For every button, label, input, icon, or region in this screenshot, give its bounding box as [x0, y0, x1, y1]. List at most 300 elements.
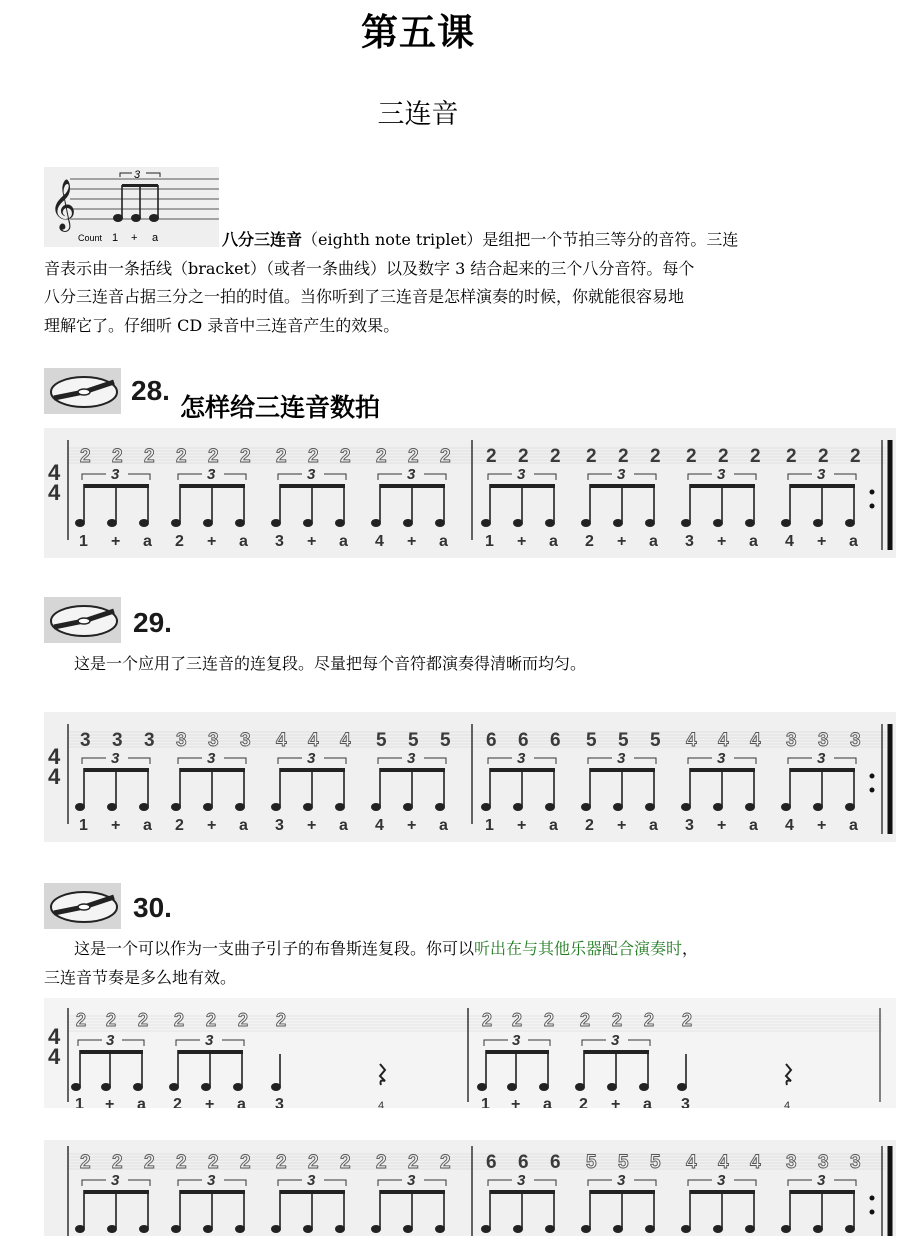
- triplet-number: 3: [111, 750, 120, 767]
- count-label: a: [543, 1096, 552, 1108]
- triplet-number: 3: [134, 169, 141, 181]
- note-head: [477, 1083, 487, 1091]
- fret-number: 4: [686, 1152, 697, 1173]
- note-head: [713, 1225, 723, 1233]
- fret-number: 4: [276, 730, 287, 751]
- fret-number: 2: [112, 1152, 123, 1173]
- count-label: 2: [175, 533, 184, 550]
- fret-number: 2: [238, 1010, 249, 1030]
- fret-number: 2: [580, 1010, 591, 1030]
- section-subtitle: 三连音: [377, 99, 459, 130]
- fret-number: 2: [440, 446, 451, 467]
- note-head: [133, 1083, 143, 1091]
- note-head: [75, 1225, 85, 1233]
- fret-number: 4: [750, 1152, 761, 1173]
- note-head: [371, 803, 381, 811]
- fret-number: 2: [612, 1010, 623, 1030]
- fret-number: 2: [644, 1010, 655, 1030]
- note-head: [235, 519, 245, 527]
- repeat-dot: [870, 504, 875, 509]
- note-head: [581, 519, 591, 527]
- count-label: a: [649, 533, 658, 550]
- count-label: a: [439, 817, 448, 834]
- count-label: a: [339, 817, 348, 834]
- fret-number: 6: [550, 730, 561, 751]
- exercise-30-description: [44, 935, 804, 992]
- count-label: +: [205, 1096, 215, 1108]
- note-head: [781, 803, 791, 811]
- time-signature: 4: [48, 744, 61, 769]
- note-head: [781, 1225, 791, 1233]
- fret-number: 6: [518, 730, 529, 751]
- desc30-highlight: 听出在与其他乐器配合演奏时: [474, 939, 683, 958]
- note-head: [745, 1225, 755, 1233]
- count-label: +: [511, 1096, 521, 1108]
- time-signature: 4: [48, 460, 61, 485]
- note-head: [235, 803, 245, 811]
- cd-icon: [44, 883, 121, 929]
- note-head: [681, 1225, 691, 1233]
- tab-staff-29: [44, 712, 896, 842]
- fret-number: 2: [482, 1010, 493, 1030]
- intro-line2: 音表示由一条括线（bracket）（或者一条曲线）以及数字 3 结合起来的三个八分音符。每个: [44, 258, 695, 278]
- count-a: a: [152, 232, 159, 244]
- count-label: +: [717, 817, 727, 834]
- count-1: 1: [112, 232, 119, 244]
- fret-number: 2: [544, 1010, 555, 1030]
- fret-number: 3: [208, 730, 219, 751]
- fret-number: 2: [144, 446, 155, 467]
- note-head: [335, 519, 345, 527]
- count-label: +: [105, 1096, 115, 1108]
- exercise-number-30: 30.: [133, 892, 172, 923]
- note-head: [613, 519, 623, 527]
- note-head: [371, 519, 381, 527]
- note-head: [813, 803, 823, 811]
- desc30-line2: 三连音节奏是多么地有效。: [44, 967, 237, 987]
- repeat-dot: [870, 774, 875, 779]
- beam: [486, 1050, 549, 1054]
- note-head: [677, 1083, 687, 1091]
- note-head: [607, 1083, 617, 1091]
- triplet-number: 3: [517, 750, 526, 767]
- note-head: [681, 519, 691, 527]
- note-head: [745, 519, 755, 527]
- fret-number: 2: [376, 1152, 387, 1173]
- note-head: [169, 1083, 179, 1091]
- note-head: [271, 1225, 281, 1233]
- fret-number: 2: [240, 1152, 251, 1173]
- count-label: 1: [79, 533, 88, 550]
- triplet-number: 3: [817, 1172, 826, 1189]
- count-label: +: [207, 533, 217, 550]
- count-label: +: [817, 817, 827, 834]
- triplet-number: 3: [817, 466, 826, 483]
- intro-line3: 八分三连音占据三分之一拍的时值。当你听到了三连音是怎样演奏的时候，你就能很容易地: [44, 287, 685, 306]
- fret-number: 2: [208, 1152, 219, 1173]
- count-label: +: [617, 533, 627, 550]
- fret-number: 2: [276, 1152, 287, 1173]
- fret-number: 2: [408, 1152, 419, 1173]
- note-head: [539, 1083, 549, 1091]
- cd-icon: [44, 597, 121, 643]
- note-head: [813, 1225, 823, 1233]
- fret-number: 3: [786, 730, 797, 751]
- fret-number: 3: [818, 730, 829, 751]
- note-head: [203, 1225, 213, 1233]
- fret-number: 3: [240, 730, 251, 751]
- count-label: +: [111, 817, 121, 834]
- triplet-number: 3: [111, 1172, 120, 1189]
- exercise-29-description: 这是一个应用了三连音的连复段。尽量把每个音符都演奏得清晰而均匀。: [74, 654, 587, 673]
- fret-number: 2: [618, 446, 629, 467]
- count-label: a: [749, 817, 758, 834]
- count-label: +: [517, 533, 527, 550]
- fret-number: 4: [686, 730, 697, 751]
- fret-number: 2: [486, 446, 497, 467]
- time-signature: 4: [48, 764, 61, 789]
- count-label: 4: [375, 533, 384, 550]
- count-label: a: [643, 1096, 652, 1108]
- count-label: a: [143, 533, 152, 550]
- fret-number: 2: [144, 1152, 155, 1173]
- note-head: [507, 1083, 517, 1091]
- fret-number: 2: [308, 446, 319, 467]
- note-head: [271, 519, 281, 527]
- count-label: a: [849, 533, 858, 550]
- note-head: [75, 519, 85, 527]
- triplet-number: 3: [307, 466, 316, 483]
- note-head: [139, 1225, 149, 1233]
- count-label: a: [239, 533, 248, 550]
- fret-number: 5: [650, 1152, 661, 1173]
- tab-staff-30-row1: [44, 998, 896, 1108]
- fret-number: 2: [550, 446, 561, 467]
- fret-number: 2: [76, 1010, 87, 1030]
- fret-number: 5: [618, 1152, 629, 1173]
- triplet-number: 3: [617, 1172, 626, 1189]
- triplet-number: 3: [517, 1172, 526, 1189]
- fret-number: 4: [308, 730, 319, 751]
- count-label: a: [749, 533, 758, 550]
- fret-number: 2: [138, 1010, 149, 1030]
- note-head: [233, 1083, 243, 1091]
- triplet-number: 3: [111, 466, 120, 483]
- note-head: [435, 1225, 445, 1233]
- term-eighth-triplet: 八分三连音: [222, 230, 303, 249]
- note-head: [139, 519, 149, 527]
- count-label: 4: [785, 817, 794, 834]
- note-head: [745, 803, 755, 811]
- note-head: [639, 1083, 649, 1091]
- note-head: [101, 1083, 111, 1091]
- note-head: [613, 803, 623, 811]
- note-head: [713, 803, 723, 811]
- note-head: [845, 803, 855, 811]
- fret-number: 5: [650, 730, 661, 751]
- fret-number: 2: [786, 446, 797, 467]
- note-head: [481, 519, 491, 527]
- count-label: +: [307, 533, 317, 550]
- note-head: [303, 519, 313, 527]
- note-head: [71, 1083, 81, 1091]
- count-label: 1: [481, 1096, 490, 1108]
- count-label: 1: [79, 817, 88, 834]
- fret-number: 2: [80, 1152, 91, 1173]
- fret-number: 2: [650, 446, 661, 467]
- count-label: +: [817, 533, 827, 550]
- count-label: a: [339, 533, 348, 550]
- count-label: 2: [585, 533, 594, 550]
- note-head: [645, 1225, 655, 1233]
- count-label: a: [239, 817, 248, 834]
- triplet-number: 3: [617, 750, 626, 767]
- desc30-part2: ，: [682, 939, 699, 958]
- fret-number: 5: [618, 730, 629, 751]
- count-label: 4: [785, 533, 794, 550]
- intro-line1: （eighth note triplet）是组把一个节拍三等分的音符。三连: [302, 230, 739, 249]
- note-head: [303, 1225, 313, 1233]
- note-head: [513, 519, 523, 527]
- count-plus: +: [131, 232, 138, 244]
- repeat-dot: [870, 490, 875, 495]
- note-head: [235, 1225, 245, 1233]
- count-label: 2: [175, 817, 184, 834]
- fret-number: 2: [682, 1010, 693, 1030]
- fret-number: 4: [340, 730, 351, 751]
- exercise-heading-28: 怎样给三连音数拍: [180, 393, 381, 422]
- note-head: [107, 1225, 117, 1233]
- count-label: a: [439, 533, 448, 550]
- fret-number: 6: [550, 1152, 561, 1173]
- note-head: [107, 519, 117, 527]
- triplet-number: 3: [617, 466, 626, 483]
- tab-staff-28: [44, 428, 896, 558]
- note-head: [575, 1083, 585, 1091]
- note-head: [681, 803, 691, 811]
- count-label: 3: [685, 533, 694, 550]
- note-head: [845, 519, 855, 527]
- note-head: [303, 803, 313, 811]
- fret-number: 6: [486, 730, 497, 751]
- exercise-number-29: 29.: [133, 607, 172, 638]
- fret-number: 2: [440, 1152, 451, 1173]
- note-head: [845, 1225, 855, 1233]
- fret-number: 2: [686, 446, 697, 467]
- count-label: a: [137, 1096, 146, 1108]
- note-head: [201, 1083, 211, 1091]
- fret-number: 2: [112, 446, 123, 467]
- fret-number: 2: [376, 446, 387, 467]
- note-head: [513, 1225, 523, 1233]
- fret-number: 3: [80, 730, 91, 751]
- count-label: 3: [275, 533, 284, 550]
- triplet-number: 3: [307, 750, 316, 767]
- count-label: 4: [378, 1100, 385, 1108]
- count-label: +: [207, 817, 217, 834]
- note-head: [581, 803, 591, 811]
- triplet-number: 3: [611, 1032, 620, 1049]
- count-label: 4: [784, 1100, 791, 1108]
- fret-number: 5: [440, 730, 451, 751]
- count-label: 3: [275, 1096, 284, 1108]
- fret-number: 5: [586, 1152, 597, 1173]
- tab-staff-30-row2: [44, 1140, 896, 1236]
- note-head: [713, 519, 723, 527]
- note-head: [403, 519, 413, 527]
- page-title: 第五课: [361, 10, 475, 54]
- fret-number: 2: [408, 446, 419, 467]
- note-head: [139, 803, 149, 811]
- triplet-number: 3: [717, 1172, 726, 1189]
- note-head: [171, 1225, 181, 1233]
- triplet-number: 3: [407, 1172, 416, 1189]
- note-head: [545, 803, 555, 811]
- count-label: 3: [275, 817, 284, 834]
- fret-number: 2: [208, 446, 219, 467]
- cd-icon: [44, 368, 121, 414]
- count-label: 3: [685, 817, 694, 834]
- note-head: [371, 1225, 381, 1233]
- fret-number: 2: [176, 1152, 187, 1173]
- note-head: [271, 1083, 281, 1091]
- note-head: [203, 803, 213, 811]
- fret-number: 3: [144, 730, 155, 751]
- note-head: [481, 1225, 491, 1233]
- count-label: a: [549, 533, 558, 550]
- note-head: [481, 803, 491, 811]
- fret-number: 3: [850, 730, 861, 751]
- time-signature: 4: [48, 1044, 61, 1069]
- note-head: [813, 519, 823, 527]
- count-label: Count: [78, 233, 103, 243]
- note-head: [335, 803, 345, 811]
- note-head: [271, 803, 281, 811]
- triplet-number: 3: [207, 750, 216, 767]
- fret-number: 5: [376, 730, 387, 751]
- fret-number: 2: [750, 446, 761, 467]
- fret-number: 2: [818, 446, 829, 467]
- triplet-number: 3: [207, 1172, 216, 1189]
- fret-number: 4: [750, 730, 761, 751]
- count-label: +: [517, 817, 527, 834]
- fret-number: 2: [850, 446, 861, 467]
- triplet-number: 3: [106, 1032, 115, 1049]
- count-label: +: [307, 817, 317, 834]
- fret-number: 2: [512, 1010, 523, 1030]
- intro-paragraph: [44, 226, 804, 340]
- count-label: 4: [375, 817, 384, 834]
- note-head: [781, 519, 791, 527]
- count-label: +: [407, 817, 417, 834]
- note-head: [645, 519, 655, 527]
- repeat-dot: [870, 1210, 875, 1215]
- note-head: [545, 519, 555, 527]
- note-head: [613, 1225, 623, 1233]
- intro-line4: 理解它了。仔细听 CD 录音中三连音产生的效果。: [44, 315, 400, 335]
- triplet-number: 3: [207, 466, 216, 483]
- fret-number: 3: [786, 1152, 797, 1173]
- count-label: 2: [579, 1096, 588, 1108]
- fret-number: 2: [276, 1010, 287, 1030]
- count-label: +: [717, 533, 727, 550]
- fret-number: 2: [718, 446, 729, 467]
- fret-number: 2: [106, 1010, 117, 1030]
- note-head: [645, 803, 655, 811]
- note-head: [171, 803, 181, 811]
- count-label: 2: [173, 1096, 182, 1108]
- time-signature: 4: [48, 480, 61, 505]
- fret-number: 2: [276, 446, 287, 467]
- fret-number: 2: [80, 446, 91, 467]
- fret-number: 5: [586, 730, 597, 751]
- triplet-number: 3: [717, 750, 726, 767]
- note-head: [335, 1225, 345, 1233]
- fret-number: 2: [174, 1010, 185, 1030]
- note-head: [203, 519, 213, 527]
- count-label: +: [407, 533, 417, 550]
- fret-number: 2: [240, 446, 251, 467]
- note-head: [513, 803, 523, 811]
- repeat-dot: [870, 1196, 875, 1201]
- fret-number: 5: [408, 730, 419, 751]
- beam: [80, 1050, 143, 1054]
- note-head: [403, 1225, 413, 1233]
- fret-number: 2: [518, 446, 529, 467]
- fret-number: 2: [176, 446, 187, 467]
- fret-number: 3: [818, 1152, 829, 1173]
- count-label: 1: [485, 533, 494, 550]
- fret-number: 6: [518, 1152, 529, 1173]
- fret-number: 2: [586, 446, 597, 467]
- fret-number: 6: [486, 1152, 497, 1173]
- count-label: a: [143, 817, 152, 834]
- fret-number: 3: [112, 730, 123, 751]
- fret-number: 2: [340, 1152, 351, 1173]
- note-head: [403, 803, 413, 811]
- fret-number: 4: [718, 730, 729, 751]
- fret-number: 2: [206, 1010, 217, 1030]
- count-label: 2: [585, 817, 594, 834]
- count-label: 1: [485, 817, 494, 834]
- count-label: 3: [681, 1096, 690, 1108]
- fret-number: 2: [340, 446, 351, 467]
- count-label: 1: [75, 1096, 84, 1108]
- triplet-number: 3: [717, 466, 726, 483]
- note-head: [435, 519, 445, 527]
- count-label: a: [849, 817, 858, 834]
- note-head: [581, 1225, 591, 1233]
- triplet-number: 3: [517, 466, 526, 483]
- triplet-number: 3: [307, 1172, 316, 1189]
- triplet-number: 3: [407, 466, 416, 483]
- triplet-number: 3: [407, 750, 416, 767]
- note-head: [107, 803, 117, 811]
- fret-number: 3: [176, 730, 187, 751]
- count-label: a: [649, 817, 658, 834]
- time-signature: 4: [48, 1024, 61, 1049]
- desc30-part1: 这是一个可以作为一支曲子引子的布鲁斯连复段。你可以: [74, 939, 475, 958]
- note-head: [435, 803, 445, 811]
- triplet-number: 3: [817, 750, 826, 767]
- note-head: [545, 1225, 555, 1233]
- fret-number: 4: [718, 1152, 729, 1173]
- count-label: a: [237, 1096, 246, 1108]
- triplet-number: 3: [512, 1032, 521, 1049]
- count-label: +: [111, 533, 121, 550]
- treble-clef-icon: 𝄞: [50, 180, 77, 229]
- fret-number: 3: [850, 1152, 861, 1173]
